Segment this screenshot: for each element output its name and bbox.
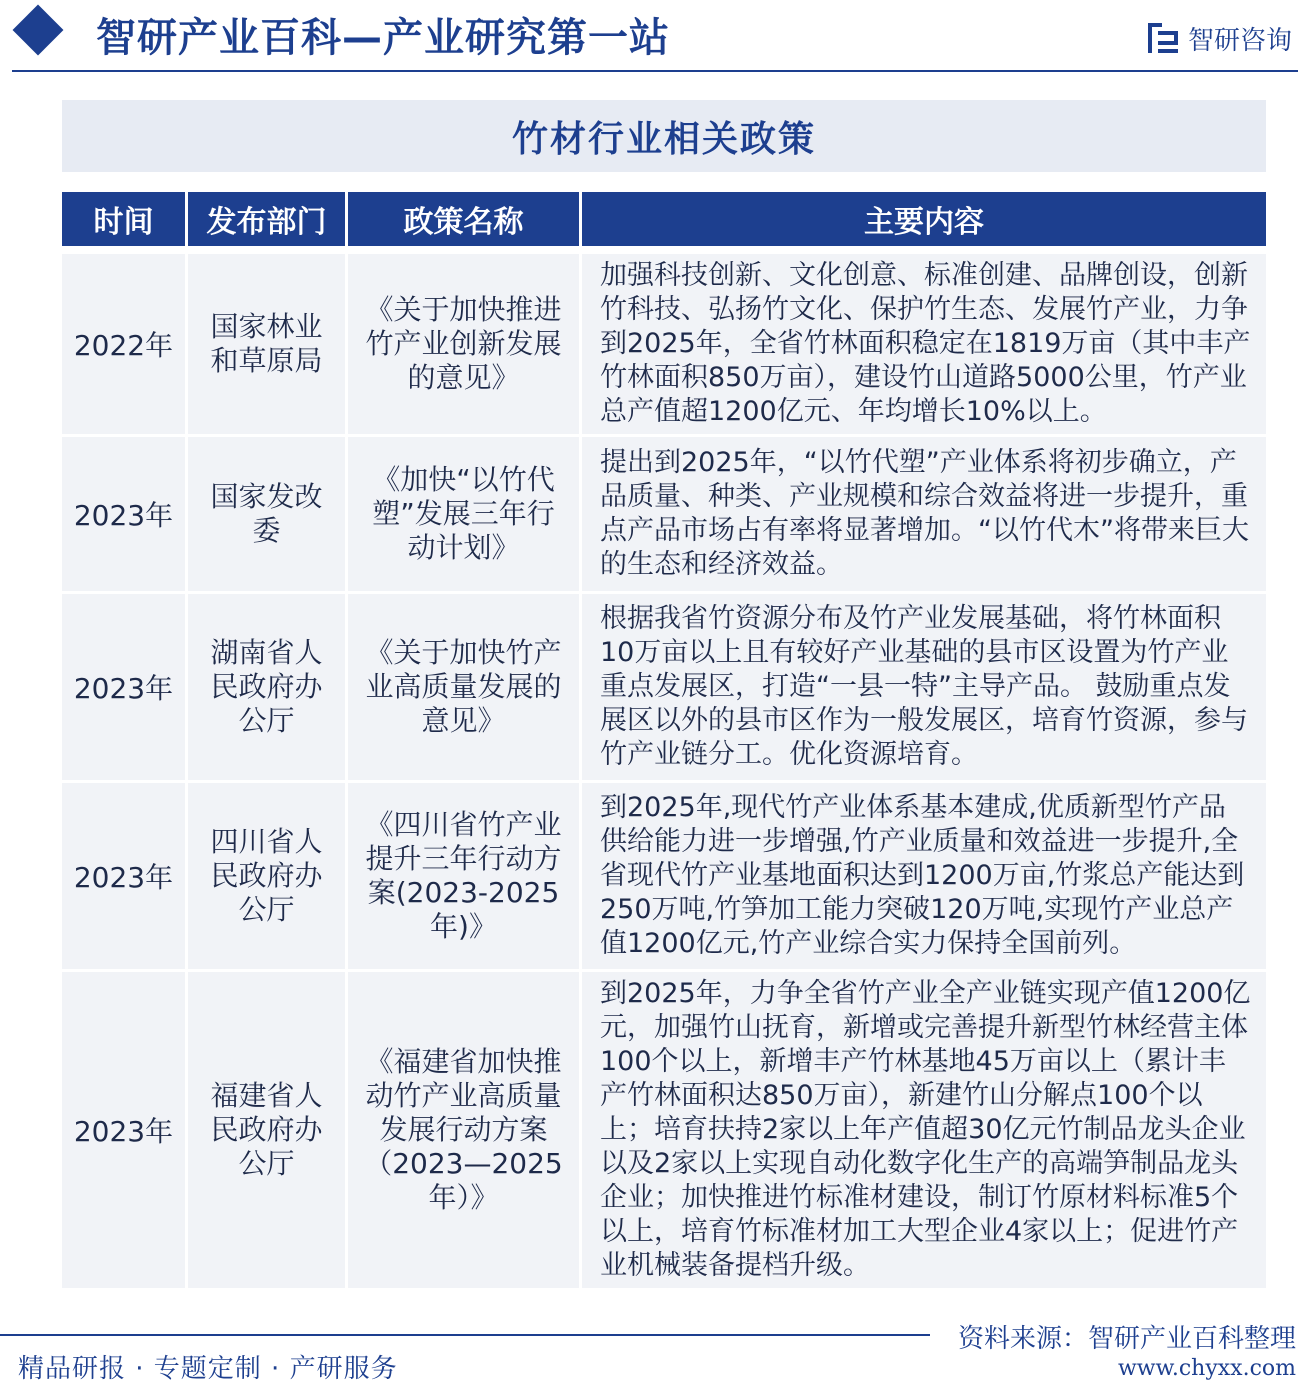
cell-dept: 四川省人民政府办公厅 bbox=[188, 783, 348, 969]
brand-name: 智研咨询 bbox=[1187, 25, 1292, 56]
cell-content: 到2025年，力争全省竹产业全产业链实现产值1200亿元，加强竹山抚育，新增或完善提升新型竹林经营主体100个以上，新增丰产竹林基地45万亩以上（累计丰产竹林面积达850万亩），新建竹山分解点100个以上；培育扶持2家以上年产值超30亿元竹制品龙头企业以及2家以上实现自动化数字化生产的高端笋制品龙头企业；加快推进竹标准材建设，制订竹原材料标准5个以上，培育竹标准材加工大型企业4家以上；促进竹产业机械装备提档升级。 bbox=[600, 978, 1251, 1281]
cell-content: 根据我省竹资源分布及竹产业发展基础，将竹林面积10万亩以上且有较好产业基础的县市区设置为竹产业重点发展区，打造“一县一特”主导产品。 鼓励重点发展区以外的县市区作为一般发展区，培育竹资源，参与竹产业链分工。优化资源培育。 bbox=[600, 603, 1248, 770]
source-note: 资料来源：智研产业百科整理 bbox=[957, 1324, 1296, 1354]
cell-year: 2023年 bbox=[62, 437, 188, 591]
cell-dept: 湖南省人民政府办公厅 bbox=[188, 594, 348, 780]
table-row bbox=[62, 437, 1266, 594]
cell-year: 2023年 bbox=[62, 972, 188, 1288]
column-header-time: 时间 bbox=[62, 192, 188, 246]
column-header-dept: 发布部门 bbox=[188, 192, 348, 246]
cell-policy: 《关于加快推进竹产业创新发展的意见》 bbox=[348, 254, 582, 434]
cell-dept: 国家林业和草原局 bbox=[188, 254, 348, 434]
brand bbox=[1146, 18, 1292, 58]
site-title: 智研产业百科—产业研究第一站 bbox=[96, 15, 670, 61]
table-row bbox=[62, 783, 1266, 972]
footer-divider bbox=[0, 1334, 930, 1336]
cell-year: 2022年 bbox=[62, 254, 188, 434]
cell-content: 提出到2025年，“以竹代塑”产业体系将初步确立，产品质量、种类、产业规模和综合效益将进一步提升，重点产品市场占有率将显著增加。“以竹代木”将带来巨大的生态和经济效益。 bbox=[600, 447, 1249, 580]
header-divider bbox=[12, 70, 1298, 72]
table-body bbox=[62, 254, 1266, 1291]
cell-year: 2023年 bbox=[62, 783, 188, 969]
cell-content: 到2025年,现代竹产业体系基本建成,优质新型竹产品供给能力进一步增强,竹产业质量和效益进一步提升,全省现代竹产业基地面积达到1200万亩,竹浆总产能达到250万吨,竹笋加工能力突破120万吨,实现竹产业总产值1200亿元,竹产业综合实力保持全国前列。 bbox=[600, 792, 1245, 959]
cell-policy: 《加快“以竹代塑”发展三年行动计划》 bbox=[348, 437, 582, 591]
header bbox=[0, 0, 1310, 72]
table-row bbox=[62, 972, 1266, 1291]
cell-dept: 国家发改委 bbox=[188, 437, 348, 591]
policy-table bbox=[62, 192, 1266, 1291]
table-title: 竹材行业相关政策 bbox=[62, 100, 1266, 172]
cell-policy: 《四川省竹产业提升三年行动方案(2023-2025年)》 bbox=[348, 783, 582, 969]
cell-year: 2023年 bbox=[62, 594, 188, 780]
column-header-policy: 政策名称 bbox=[348, 192, 582, 246]
website-url[interactable]: www.chyxx.com bbox=[1117, 1356, 1296, 1381]
brand-logo-icon bbox=[1146, 21, 1180, 55]
footer-slogan: 精品研报 · 专题定制 · 产研服务 bbox=[18, 1354, 398, 1384]
diamond-icon bbox=[13, 5, 64, 56]
table-row bbox=[62, 254, 1266, 437]
cell-policy: 《关于加快竹产业高质量发展的意见》 bbox=[348, 594, 582, 780]
cell-policy: 《福建省加快推动竹产业高质量发展行动方案（2023—2025年）》 bbox=[348, 972, 582, 1288]
column-header-content: 主要内容 bbox=[864, 205, 984, 240]
cell-dept: 福建省人民政府办公厅 bbox=[188, 972, 348, 1288]
table-header bbox=[62, 192, 1266, 246]
table-row bbox=[62, 594, 1266, 783]
cell-content: 加强科技创新、文化创意、标准创建、品牌创设，创新竹科技、弘扬竹文化、保护竹生态、发展竹产业，力争到2025年，全省竹林面积稳定在1819万亩（其中丰产竹林面积850万亩），建设竹山道路5000公里，竹产业总产值超1200亿元、年均增长10%以上。 bbox=[600, 260, 1251, 427]
